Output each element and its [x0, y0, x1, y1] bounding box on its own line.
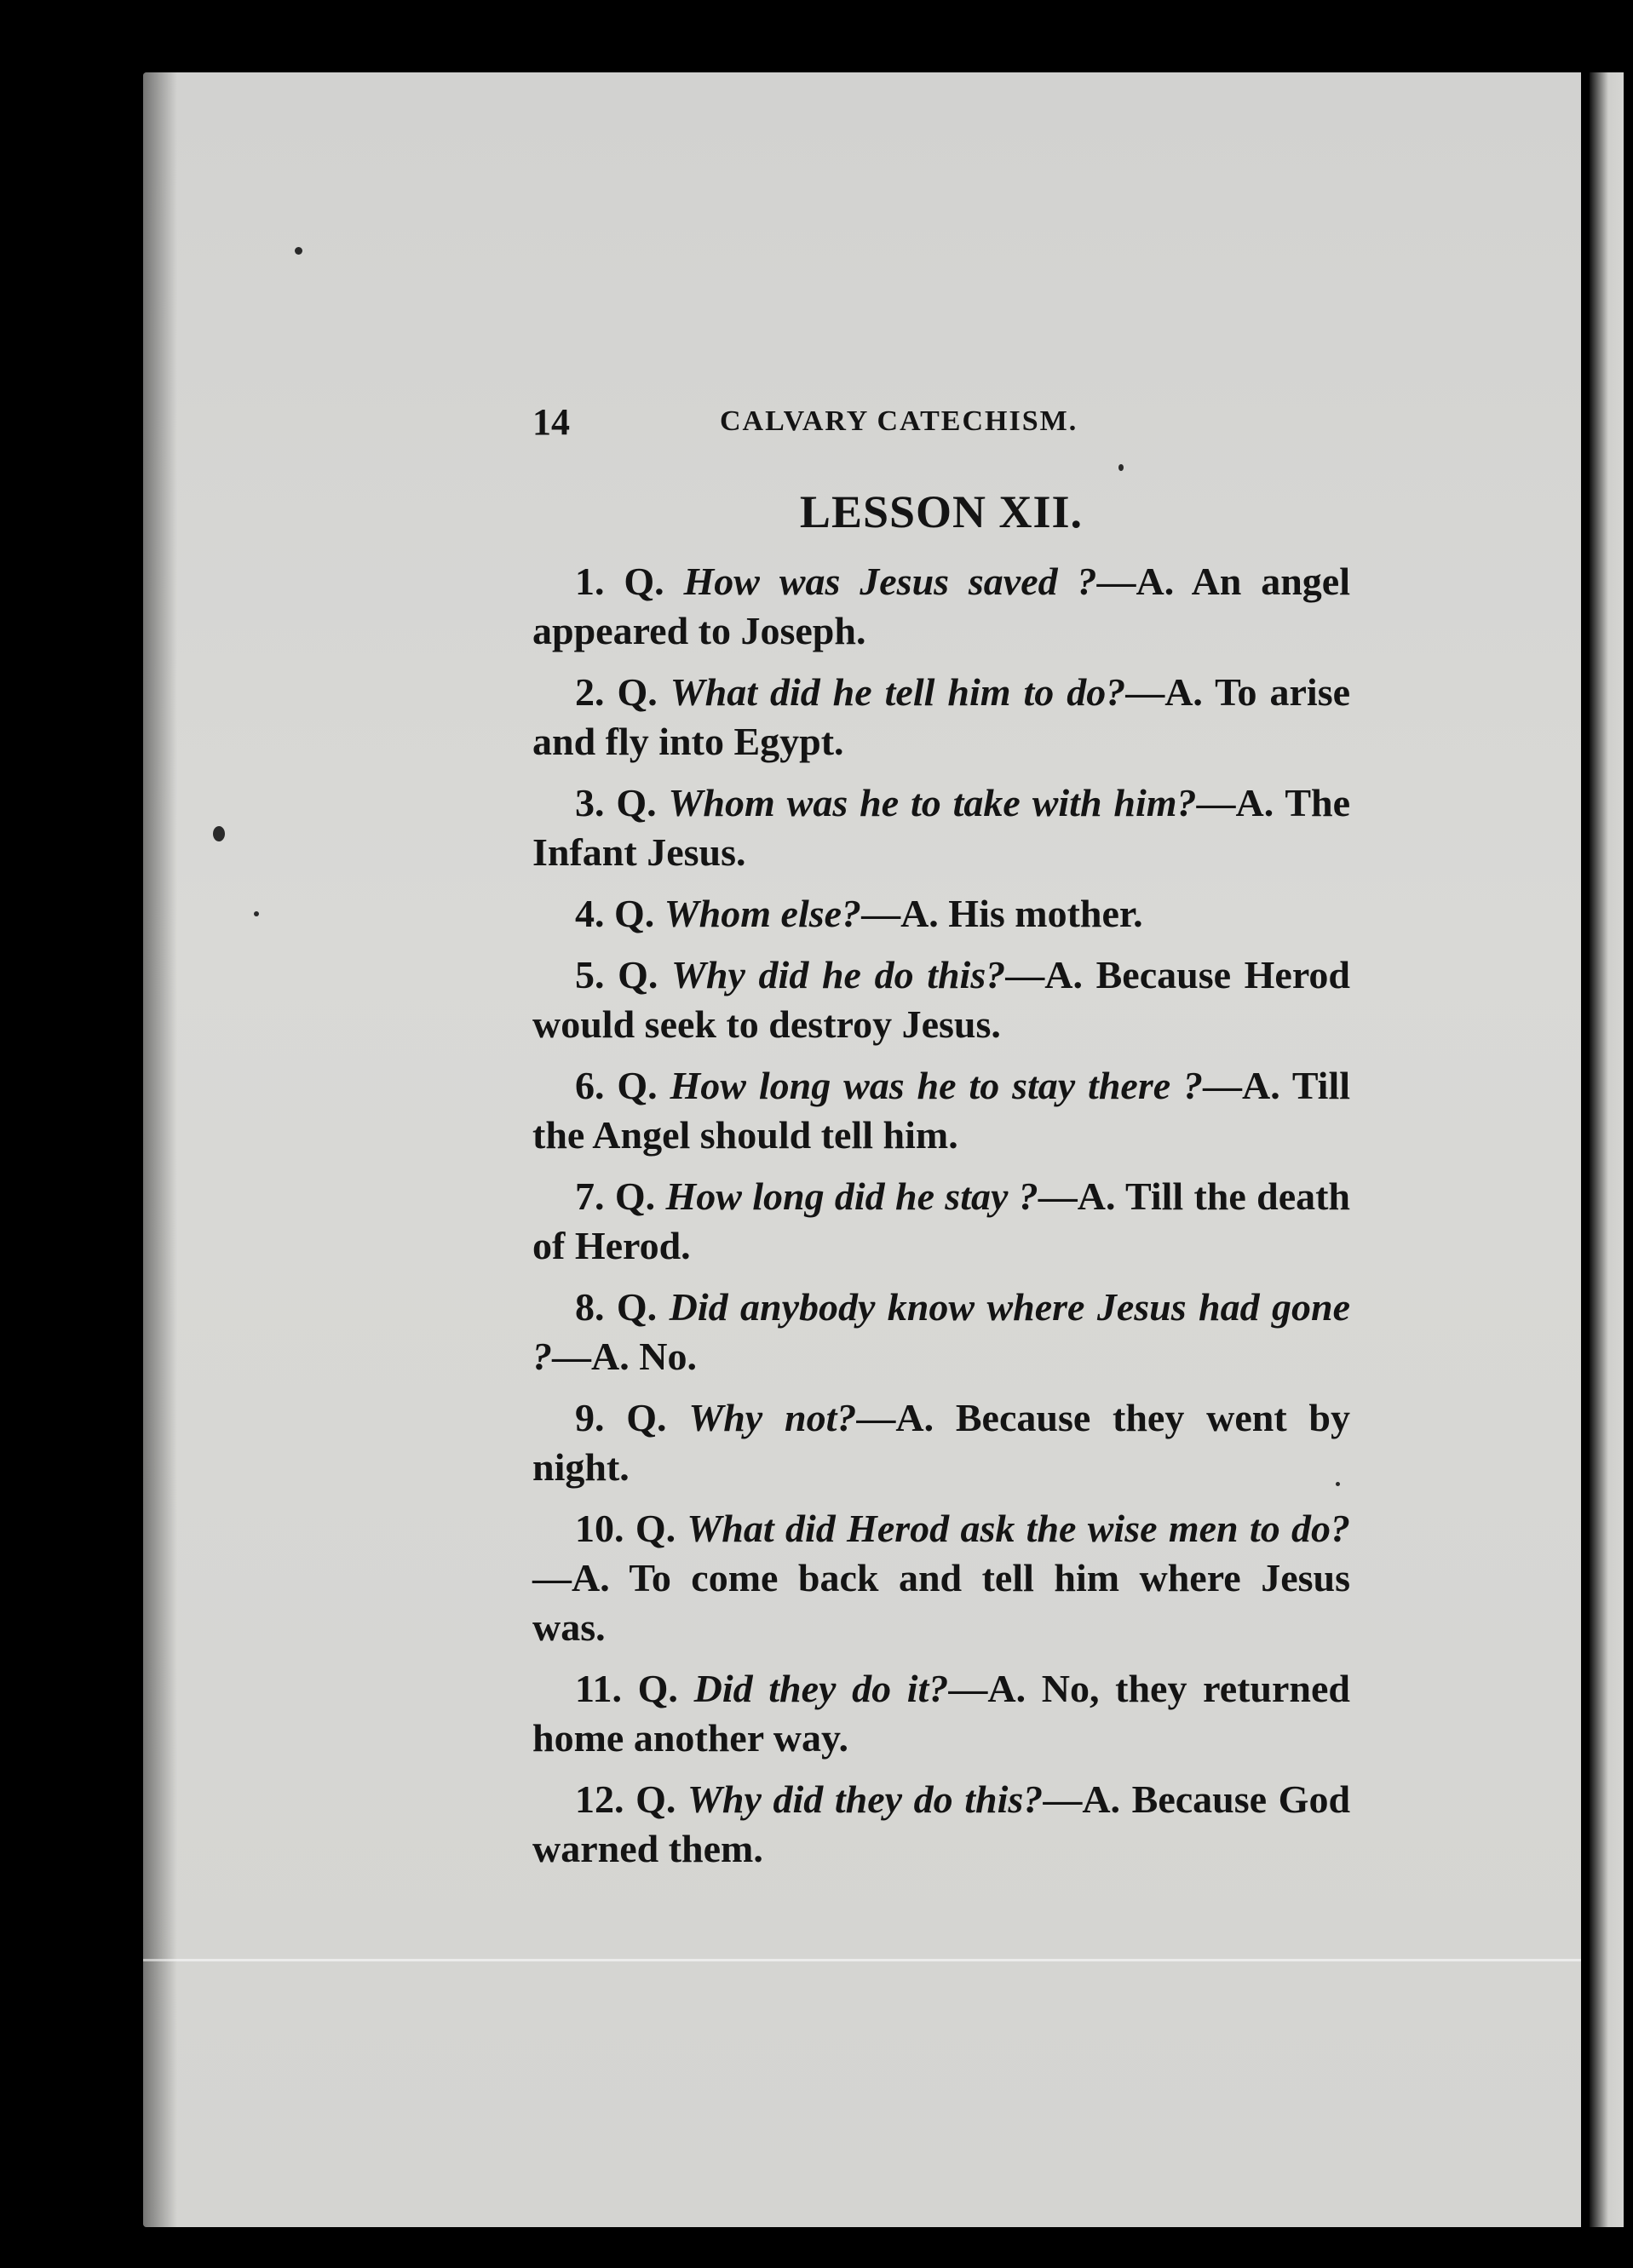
lesson-title: LESSON XII.: [799, 486, 1084, 537]
question-text: Did they do it?: [693, 1667, 949, 1710]
question-text: How long did he stay ?: [665, 1174, 1038, 1218]
item-number: 6.: [575, 1064, 605, 1107]
answer-text: Because God warned them.: [532, 1777, 1351, 1870]
question-text: Why did they do this?: [687, 1777, 1044, 1821]
question-text: What did he tell him to do?: [670, 670, 1126, 714]
answer-label: —A.: [948, 1667, 1026, 1710]
qa-item: [532, 889, 1350, 939]
answer-text: To come back and tell him where Jesus was.: [532, 1556, 1350, 1649]
paper-speck: [295, 247, 302, 255]
question-answer-list: [532, 557, 1350, 1874]
answer-text: No.: [639, 1335, 697, 1378]
question-label: Q.: [617, 1064, 658, 1107]
answer-label: —A.: [532, 1556, 610, 1599]
answer-label: —A.: [552, 1335, 630, 1378]
question-text: Whom else?: [664, 892, 862, 935]
answer-text: Till the death of Herod.: [532, 1174, 1351, 1267]
running-head: [532, 400, 1350, 451]
question-label: Q.: [635, 1777, 676, 1821]
answer-label: —A.: [856, 1396, 934, 1439]
book-gutter: [1581, 60, 1590, 2240]
answer-label: —A.: [1196, 781, 1274, 824]
answer-text: No, they returned home another way.: [532, 1667, 1351, 1760]
paper-speck: [254, 911, 259, 916]
question-label: Q.: [614, 892, 655, 935]
answer-label: —A.: [1125, 670, 1203, 714]
question-label: Q.: [617, 670, 658, 714]
answer-text: The Infant Jesus.: [532, 781, 1351, 874]
question-label: Q.: [635, 1507, 676, 1550]
qa-item: [532, 1393, 1350, 1492]
answer-label: —A.: [1043, 1777, 1121, 1821]
item-number: 9.: [575, 1396, 605, 1439]
question-label: Q.: [624, 560, 664, 603]
answer-label: —A.: [1005, 953, 1083, 996]
item-number: 11.: [575, 1667, 622, 1710]
running-title: CALVARY CATECHISM.: [720, 405, 1078, 437]
question-text: How was Jesus saved ?: [683, 560, 1097, 603]
question-text: How long was he to stay there ?: [670, 1064, 1204, 1107]
answer-label: —A.: [861, 892, 939, 935]
answer-text: Till the Angel should tell him.: [532, 1064, 1351, 1157]
item-number: 5.: [575, 953, 605, 996]
answer-text: An angel appeared to Joseph.: [532, 560, 1350, 652]
answer-text: His mother.: [948, 892, 1143, 935]
question-text: What did Herod ask the wise men to do?: [687, 1507, 1351, 1550]
answer-text: To arise and fly into Egypt.: [532, 670, 1351, 763]
paper-speck: [213, 826, 225, 841]
question-label: Q.: [626, 1396, 667, 1439]
qa-item: [532, 668, 1350, 767]
qa-item: [532, 1504, 1350, 1652]
question-label: Q.: [616, 781, 657, 824]
qa-item: [532, 1172, 1350, 1271]
qa-item: [532, 1775, 1350, 1874]
question-label: Q.: [618, 953, 658, 996]
qa-item: [532, 950, 1350, 1049]
question-label: Q.: [616, 1285, 658, 1329]
qa-item: [532, 1664, 1350, 1763]
item-number: 10.: [575, 1507, 624, 1550]
qa-item: [532, 778, 1350, 877]
answer-text: Because Herod would seek to destroy Jesus.: [532, 953, 1350, 1046]
scan-artifact-line: [143, 1959, 1581, 1961]
question-text: Did anybody know where Jesus had gone ?: [532, 1285, 1351, 1378]
qa-item: [532, 1283, 1350, 1381]
page-number: 14: [532, 401, 570, 443]
item-number: 1.: [575, 560, 605, 603]
answer-label: —A.: [1203, 1064, 1280, 1107]
item-number: 3.: [575, 781, 605, 824]
qa-item: [532, 1061, 1350, 1160]
answer-text: Because they went by night.: [532, 1396, 1350, 1489]
facing-page-edge: [1590, 72, 1624, 2227]
item-number: 4.: [575, 892, 605, 935]
qa-item: [532, 557, 1350, 656]
item-number: 7.: [575, 1174, 605, 1218]
item-number: 2.: [575, 670, 605, 714]
question-label: Q.: [637, 1667, 678, 1710]
answer-label: —A.: [1096, 560, 1175, 603]
item-number: 8.: [575, 1285, 605, 1329]
answer-label: —A.: [1038, 1174, 1116, 1218]
question-text: Whom was he to take with him?: [668, 781, 1197, 824]
item-number: 12.: [575, 1777, 624, 1821]
page-text: [532, 400, 1350, 1886]
question-label: Q.: [614, 1174, 656, 1218]
question-text: Why did he do this?: [671, 953, 1006, 996]
question-text: Why not?: [688, 1396, 857, 1439]
